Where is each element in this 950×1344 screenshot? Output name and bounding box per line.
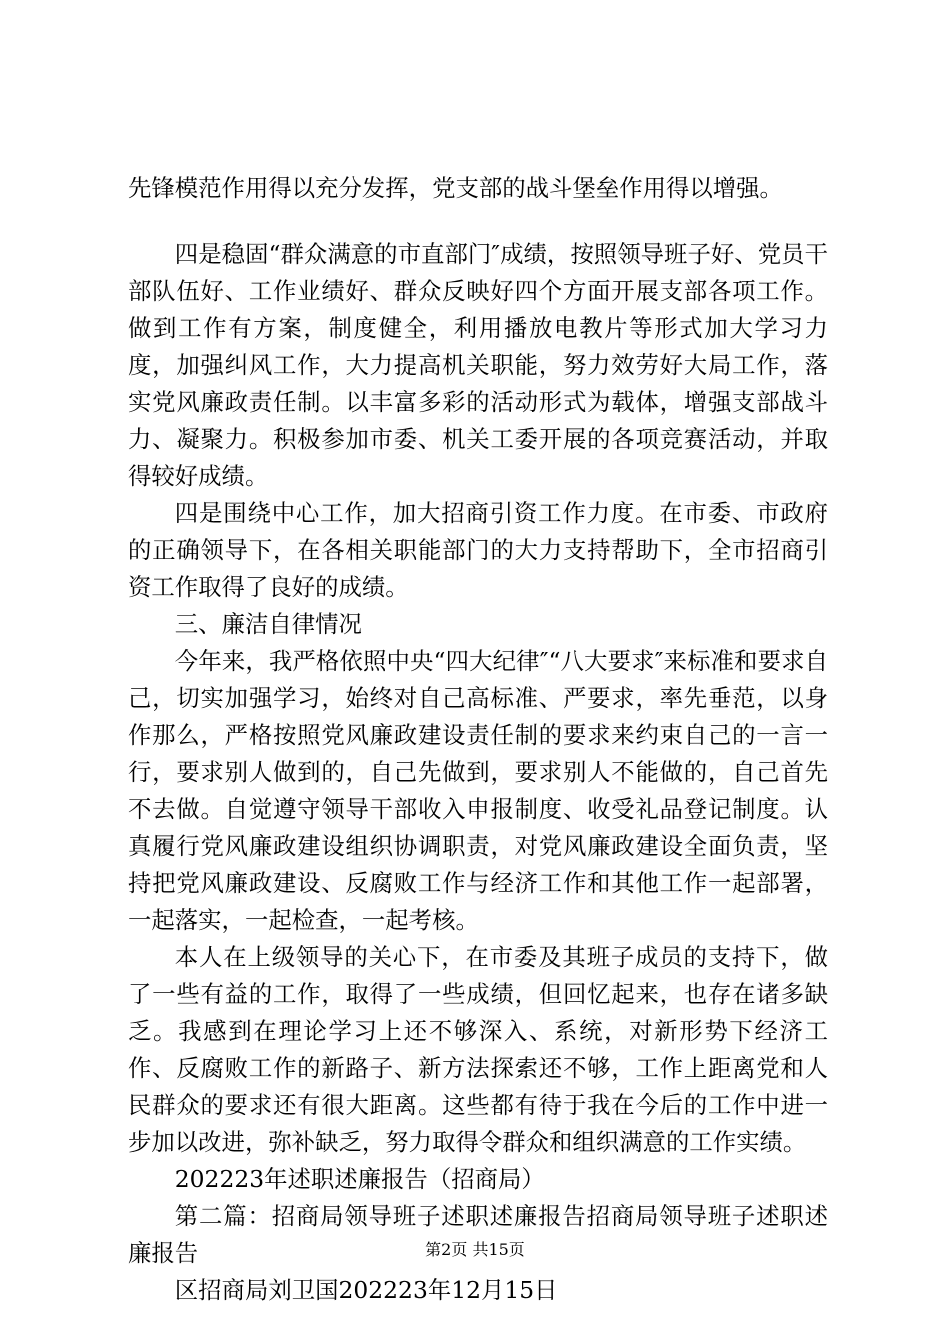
paragraph-5: 本人在上级领导的关心下，在市委及其班子成员的支持下，做了一些有益的工作，取得了一些成绩，但回忆起来，也存在诸多缺乏。我感到在理论学习上还不够深入、系统，对新形势下经济工作、反腐败工作的新路子、新方法探索还不够，工作上距离党和人民群众的要求还有很大距离。这些都有待于我在今后的工作中进一步加以改进，弥补缺乏，努力取得令群众和组织满意的工作实绩。: [128, 943, 828, 1156]
paragraph-1: 四是稳固“群众满意的市直部门″成绩，按照领导班子好、党员干部队伍好、工作业绩好、群众反映好四个方面开展支部各项工作。做到工作有方案，制度健全，利用播放电教片等形式加大学习力度，加强纠风工作，大力提高机关职能，努力效劳好大局工作，落实党风廉政责任制。以丰富多彩的活动形式为载体，增强支部战斗力、凝聚力。积极参加市委、机关工委开展的各项竞赛活动，并取得较好成绩。: [128, 240, 828, 490]
page-footer: 第2页 共15页: [425, 1240, 525, 1259]
document-body: [128, 236, 828, 1309]
paragraph-4: 今年来，我严格依照中央“四大纪律″“八大要求″来标准和要求自己，切实加强学习，始终对自己高标准、严要求，率先垂范，以身作那么，严格按照党风廉政建设责任制的要求来约束自己的一言一行，要求别人做到的，自己先做到，要求别人不能做的，自己首先不去做。自觉遵守领导干部收入申报制度、收受礼品登记制度。认真履行党风廉政建设组织协调职责，对党风廉政建设全面负责，坚持把党风廉政建设、反腐败工作与经济工作和其他工作一起部署，一起落实，一起检查，一起考核。: [128, 647, 828, 934]
report-title: 202223年述职述廉报告（招商局）: [174, 1165, 545, 1193]
chapter-two-title: 第二篇：招商局领导班子述职述廉报告招商局领导班子述职述廉报告: [128, 1202, 828, 1267]
paragraph-2: 四是围绕中心工作，加大招商引资工作力度。在市委、市政府的正确领导下，在各相关职能部门的大力支持帮助下，全市招商引资工作取得了良好的成绩。: [128, 499, 828, 601]
author-date-line: 区招商局刘卫国202223年12月15日: [174, 1276, 558, 1304]
continuation-line: 先锋模范作用得以充分发挥，党支部的战斗堡垒作用得以增强。: [128, 174, 783, 202]
section-heading-3: 三、廉洁自律情况: [174, 610, 362, 638]
